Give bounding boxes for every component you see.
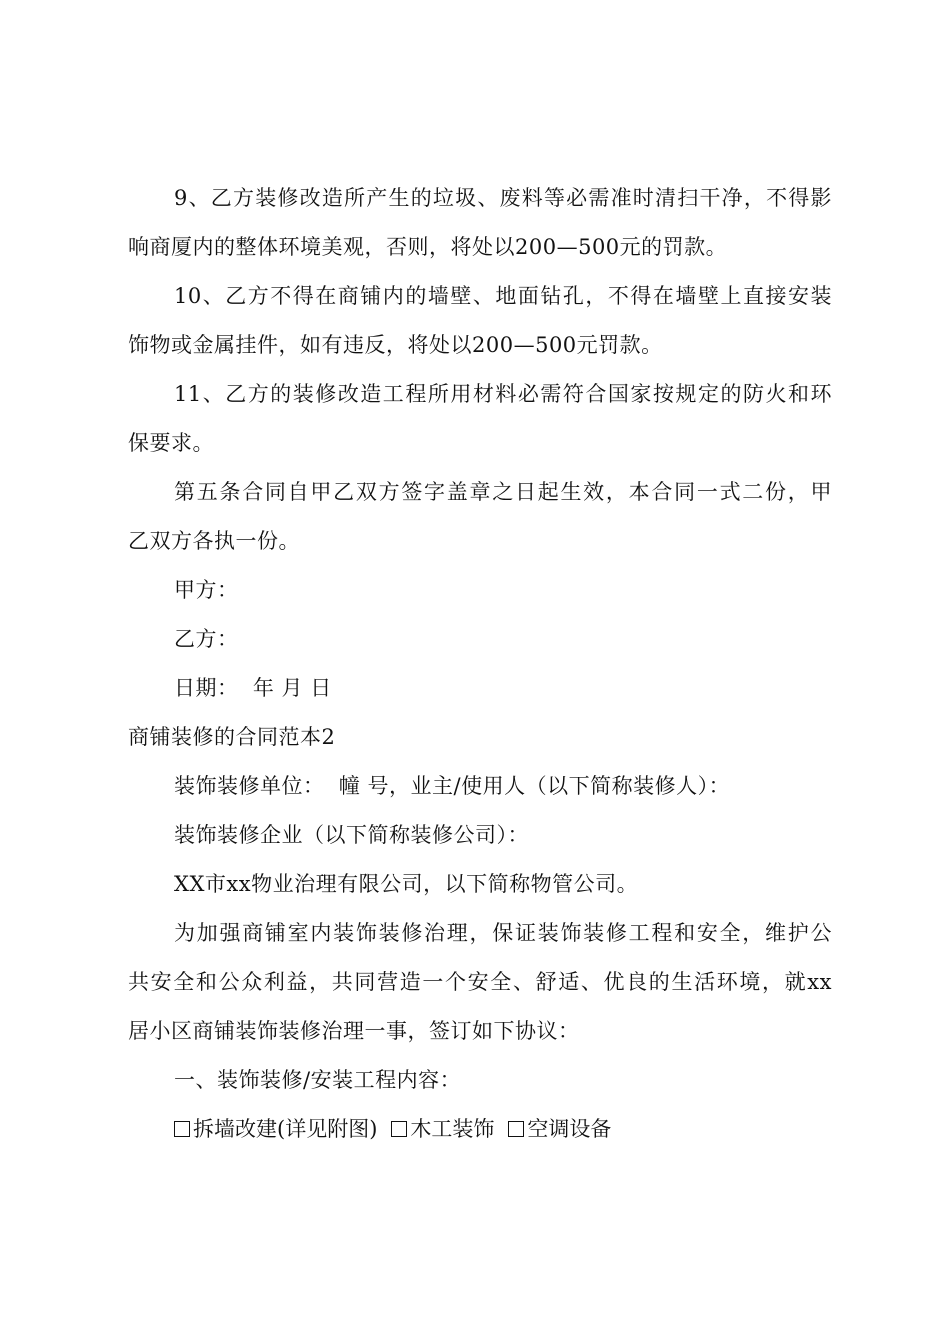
- checkbox-label: 木工装饰: [410, 1117, 495, 1141]
- paragraph-11-line-1: 11、乙方的装修改造工程所用材料必需符合国家按规定的防火和环: [174, 382, 832, 406]
- intro-line-2: 共安全和公众利益，共同营造一个安全、舒适、优良的生活环境，就xx: [128, 970, 832, 994]
- paragraph-10-line-2: 饰物或金属挂件，如有违反，将处以200—500元罚款。: [128, 333, 663, 357]
- decoration-company-line: 装饰装修企业（以下简称装修公司）：: [174, 823, 529, 847]
- property-company-line: XX市xx物业治理有限公司，以下简称物管公司。: [174, 872, 639, 896]
- section-1-heading: 一、装饰装修/安装工程内容：: [174, 1068, 462, 1092]
- checkbox-label: 空调设备: [527, 1117, 612, 1141]
- checkbox-item-air-conditioning[interactable]: [508, 1115, 611, 1143]
- checkbox-label: 拆墙改建(详见附图): [193, 1117, 378, 1141]
- checkbox-item-carpentry[interactable]: [391, 1115, 494, 1143]
- checkbox-icon[interactable]: [391, 1121, 407, 1137]
- date-label: 日期： 年 月 日: [174, 676, 332, 700]
- work-items-checkbox-row: [174, 1115, 625, 1143]
- intro-line-3: 居小区商铺装饰装修治理一事，签订如下协议：: [128, 1019, 580, 1043]
- paragraph-9-line-1: 9、乙方装修改造所产生的垃圾、废料等必需准时清扫干净，不得影: [174, 186, 832, 210]
- article-5-line-2: 乙双方各执一份。: [128, 529, 300, 553]
- intro-line-1: 为加强商铺室内装饰装修治理，保证装饰装修工程和安全，维护公: [174, 921, 832, 945]
- article-5-line-1: 第五条合同自甲乙双方签字盖章之日起生效，本合同一式二份，甲: [174, 480, 832, 504]
- checkbox-icon[interactable]: [508, 1121, 524, 1137]
- party-b-label: 乙方：: [174, 627, 239, 651]
- paragraph-10-line-1: 10、乙方不得在商铺内的墙壁、地面钻孔，不得在墙壁上直接安装: [174, 284, 832, 308]
- checkbox-icon[interactable]: [174, 1121, 190, 1137]
- paragraph-9-line-2: 响商厦内的整体环境美观，否则，将处以200—500元的罚款。: [128, 235, 728, 259]
- decoration-unit-line: 装饰装修单位： 幢 号，业主/使用人（以下简称装修人）：: [174, 774, 731, 798]
- party-a-label: 甲方：: [174, 578, 239, 602]
- paragraph-11-line-2: 保要求。: [128, 431, 214, 455]
- checkbox-item-demolition[interactable]: [174, 1115, 377, 1143]
- section-heading-2: 商铺装修的合同范本2: [128, 725, 336, 749]
